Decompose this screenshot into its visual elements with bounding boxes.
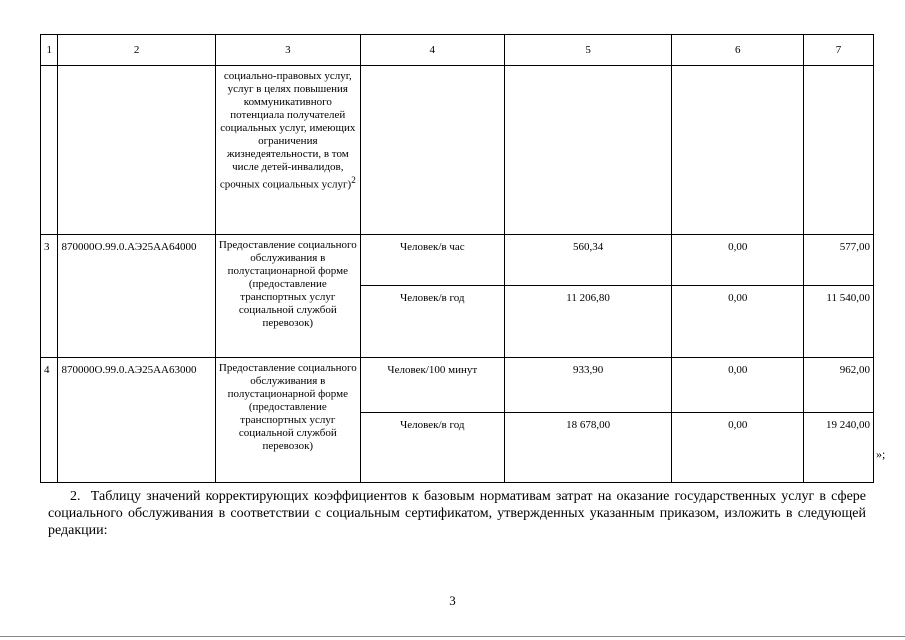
closing-quote-mark: »; [876, 447, 886, 461]
value-cell-5: 933,90 [504, 358, 672, 413]
unit-cell: Человек/в час [360, 235, 504, 286]
service-name: Предоставление социального обслуживания в полустационарной форме (предоставление транспортных услуг социальной службой перевозок) [215, 235, 360, 358]
paragraph-2 [48, 488, 866, 539]
value-cell-5: 11 206,80 [504, 286, 672, 358]
page-number: 3 [449, 593, 456, 608]
value-cell-6: 0,00 [672, 235, 804, 286]
row-number: 3 [41, 235, 58, 358]
value-cell-6: 0,00 [672, 286, 804, 358]
value-cell-7: 11 540,00 [804, 286, 874, 358]
table-row [41, 358, 874, 413]
service-name: Предоставление социального обслуживания в полустационарной форме (предоставление транспортных услуг социальной службой перевозок) [215, 358, 360, 483]
service-code: 870000О.99.0.АЭ25АА63000 [58, 358, 215, 483]
value-cell-5: 18 678,00 [504, 413, 672, 483]
header-cell-2: 2 [58, 35, 215, 66]
value-cell-5: 560,34 [504, 235, 672, 286]
footnote-mark: 2 [351, 175, 356, 185]
continuation-text: социально-правовых услуг, услуг в целях повышения коммуникативного потенциала получателей социальных услуг, имеющих ограничения жизнедеятельности, в том числе детей-инвалидов, срочных социальных услуг) [219, 70, 356, 191]
table-row [41, 235, 874, 286]
value-cell-7: 19 240,00 [804, 413, 874, 483]
row-number: 4 [41, 358, 58, 483]
value-cell-7: 962,00 [804, 358, 874, 413]
value-cell-6: 0,00 [672, 413, 804, 483]
header-cell-5: 5 [504, 35, 672, 66]
continuation-text-cell [215, 66, 360, 235]
unit-cell: Человек/100 минут [360, 358, 504, 413]
norms-table [40, 34, 874, 483]
header-cell-6: 6 [672, 35, 804, 66]
unit-cell: Человек/в год [360, 286, 504, 358]
value-cell-6: 0,00 [672, 358, 804, 413]
header-cell-3: 3 [215, 35, 360, 66]
header-cell-7: 7 [804, 35, 874, 66]
continuation-row [41, 66, 874, 235]
paragraph-number: 2. [70, 489, 81, 504]
value-cell-7: 577,00 [804, 235, 874, 286]
paragraph-text: Таблицу значений корректирующих коэффициентов к базовым нормативам затрат на оказание государственных услуг в сфере социального обслуживания в соответствии с социальным сертификатом, утвержденных указанным приказом, изложить в следующей редакции: [48, 489, 867, 538]
unit-cell: Человек/в год [360, 413, 504, 483]
header-cell-1: 1 [41, 35, 58, 66]
page-bottom-rule [0, 636, 905, 637]
service-code: 870000О.99.0.АЭ25АА64000 [58, 235, 215, 358]
header-cell-4: 4 [360, 35, 504, 66]
header-row [41, 35, 874, 66]
